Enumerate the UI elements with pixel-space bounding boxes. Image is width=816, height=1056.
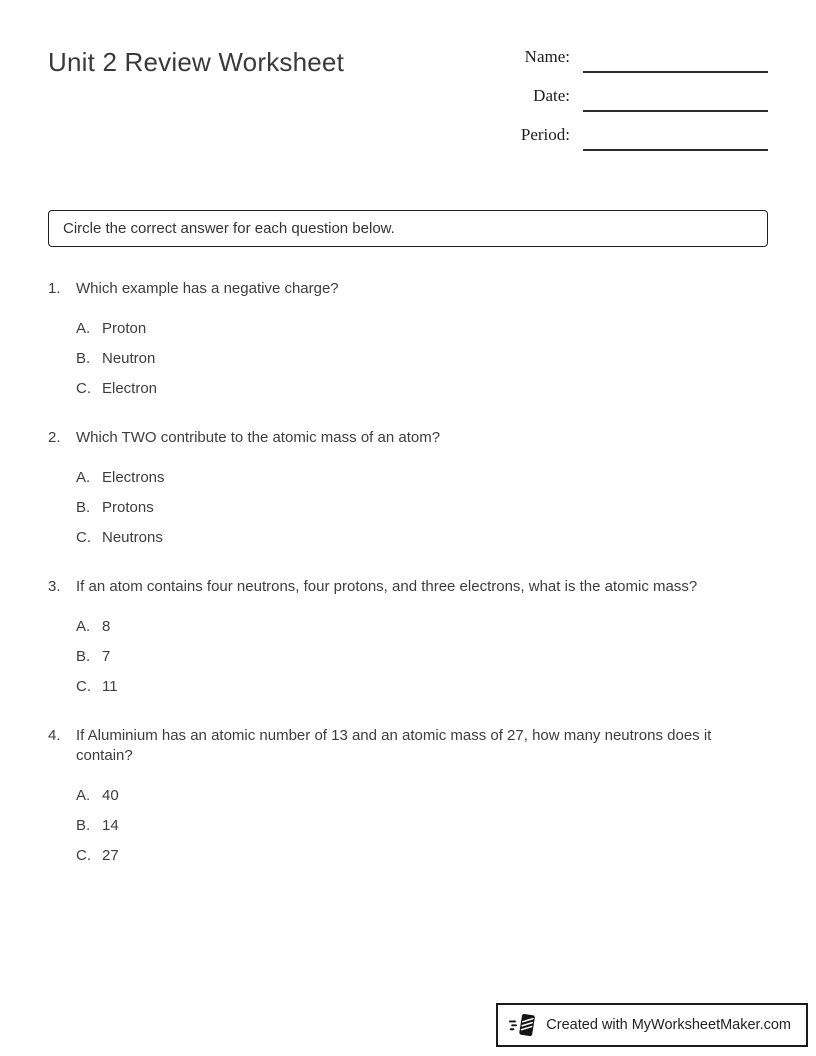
- option-a: [76, 616, 768, 636]
- question-text: If an atom contains four neutrons, four protons, and three electrons, what is the atomic mass?: [76, 578, 698, 595]
- option-letter: B.: [76, 349, 91, 367]
- question-number: 4.: [48, 727, 61, 744]
- option-c: [76, 845, 768, 865]
- option-letter: A.: [76, 319, 91, 337]
- option-letter: B.: [76, 816, 91, 834]
- option-text: Electron: [102, 379, 158, 397]
- question-4-options: [48, 785, 768, 865]
- question-1-options: [48, 318, 768, 398]
- date-blank-line: [583, 85, 768, 112]
- option-letter: C.: [76, 379, 91, 397]
- option-letter: B.: [76, 647, 91, 665]
- name-blank-line: [583, 46, 768, 73]
- period-field-row: [496, 124, 768, 151]
- option-text: 7: [102, 647, 111, 665]
- option-letter: C.: [76, 846, 91, 864]
- question-4: [48, 726, 768, 865]
- option-c: [76, 676, 768, 696]
- option-letter: A.: [76, 617, 91, 635]
- worksheet-maker-credit-badge[interactable]: [496, 1003, 808, 1047]
- option-text: 40: [102, 786, 119, 804]
- option-text: Proton: [102, 319, 147, 337]
- option-letter: A.: [76, 468, 91, 486]
- option-text: 27: [102, 846, 119, 864]
- option-a: [76, 318, 768, 338]
- question-3-options: [48, 616, 768, 696]
- option-b: [76, 815, 768, 835]
- option-text: Neutrons: [102, 528, 163, 546]
- option-text: Electrons: [102, 468, 165, 486]
- name-label: Name:: [524, 47, 570, 66]
- option-letter: C.: [76, 677, 91, 695]
- date-label: Date:: [533, 86, 570, 105]
- option-letter: B.: [76, 498, 91, 516]
- option-text: Neutron: [102, 349, 156, 367]
- question-3-prompt: [48, 577, 768, 597]
- question-text: If Aluminium has an atomic number of 13 and an atomic mass of 27, how many neutrons does it contain?: [76, 727, 712, 764]
- question-number: 1.: [48, 280, 61, 297]
- question-1: [48, 279, 768, 398]
- question-text: Which TWO contribute to the atomic mass of an atom?: [76, 429, 441, 446]
- option-letter: C.: [76, 528, 91, 546]
- option-text: 11: [102, 677, 118, 695]
- option-c: [76, 527, 768, 547]
- question-number: 3.: [48, 578, 61, 595]
- question-number: 2.: [48, 429, 61, 446]
- question-1-prompt: [48, 279, 768, 299]
- option-text: Protons: [102, 498, 154, 516]
- question-2: [48, 428, 768, 547]
- header: [48, 46, 768, 163]
- question-4-prompt: [48, 726, 768, 766]
- option-b: [76, 348, 768, 368]
- question-2-options: [48, 467, 768, 547]
- option-c: [76, 378, 768, 398]
- page-title: Unit 2 Review Worksheet: [48, 47, 345, 77]
- option-b: [76, 497, 768, 517]
- question-text: Which example has a negative charge?: [76, 280, 339, 297]
- instructions-text: Circle the correct answer for each question below.: [63, 220, 395, 237]
- option-b: [76, 646, 768, 666]
- option-text: 14: [102, 816, 119, 834]
- option-a: [76, 467, 768, 487]
- student-info-fields: [496, 46, 768, 163]
- period-blank-line: [583, 124, 768, 151]
- worksheet-maker-logo-icon: [509, 1012, 536, 1039]
- option-letter: A.: [76, 786, 91, 804]
- period-label: Period:: [520, 125, 570, 144]
- date-field-row: [496, 85, 768, 112]
- question-2-prompt: [48, 428, 768, 448]
- credit-text: Created with MyWorksheetMaker.com: [546, 1017, 791, 1033]
- option-a: [76, 785, 768, 805]
- option-text: 8: [102, 617, 111, 635]
- instructions-box: [48, 210, 768, 247]
- question-3: [48, 577, 768, 696]
- question-list: [48, 279, 768, 865]
- name-field-row: [496, 46, 768, 73]
